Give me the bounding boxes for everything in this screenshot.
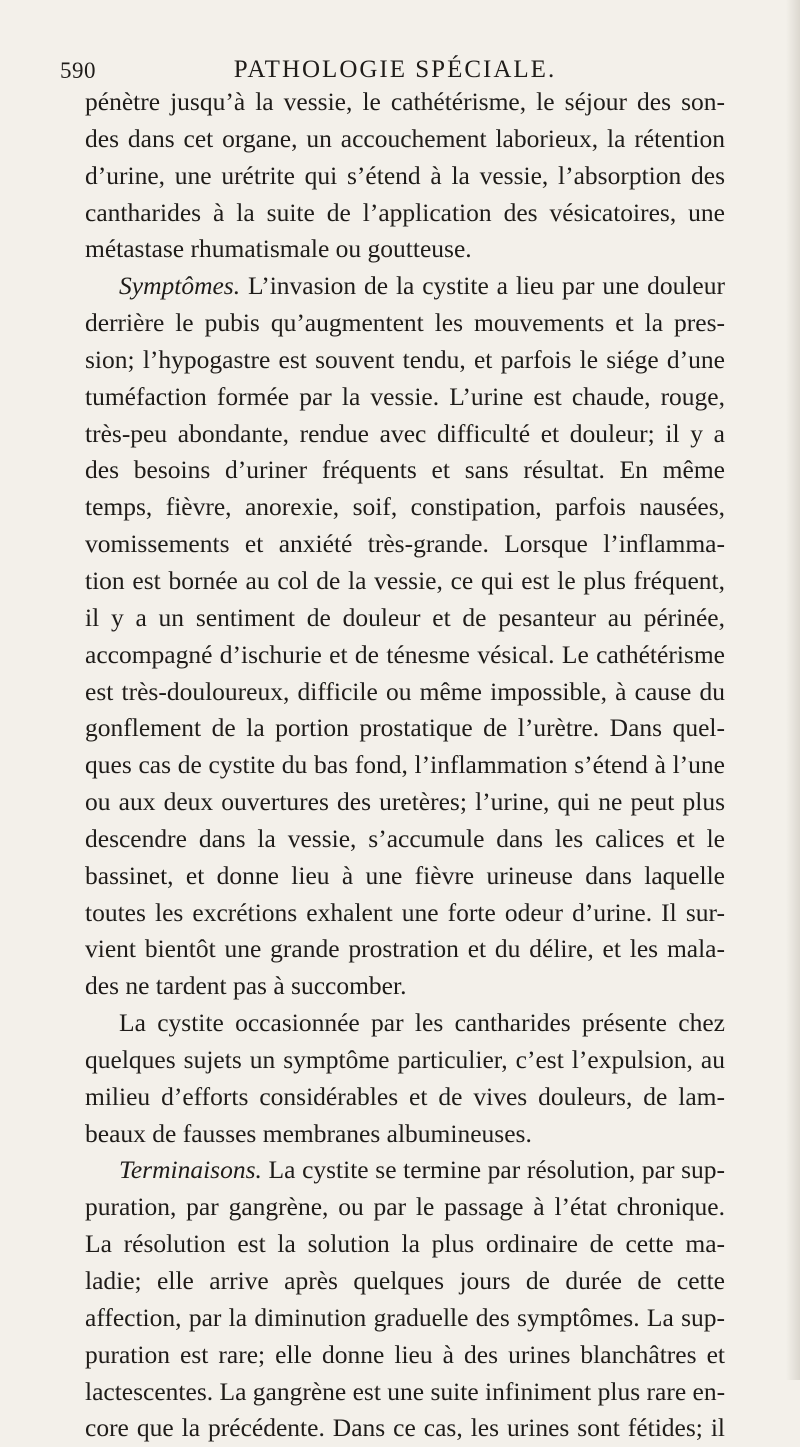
text-line: toutes les excrétions exhalent une forte odeur d’urine. Il sur- xyxy=(85,897,725,927)
text-line: vomissements et anxiété très-grande. Lorsque l’inflamma- xyxy=(85,529,725,559)
page-edge-shadow xyxy=(786,0,800,1380)
text-line: temps, fièvre, anorexie, soif, constipation, parfois nausées, xyxy=(85,492,725,522)
page-number: 590 xyxy=(60,58,96,83)
text-line: descendre dans la vessie, s’accumule dans les calices et le xyxy=(85,823,725,853)
text-line: ladie; elle arrive après quelques jours de durée de cette xyxy=(85,1266,725,1295)
text-line: cantharides à la suite de l’application des vésicatoires, une xyxy=(85,197,725,227)
text-line: accompagné d’ischurie et de ténesme vésical. Le cathétérisme xyxy=(85,639,725,669)
text-line: Symptômes. L’invasion de la cystite a lieu par une douleur xyxy=(119,271,725,301)
text-line: puration est rare; elle donne lieu à des urines blanchâtres et xyxy=(85,1339,725,1369)
text-line: métastase rhumatismale ou goutteuse. xyxy=(85,234,472,264)
text-line: des ne tardent pas à succomber. xyxy=(85,971,407,1001)
text-line: Terminaisons. La cystite se termine par résolution, par sup- xyxy=(119,1155,725,1185)
text-line: puration, par gangrène, ou par le passage à l’état chronique. xyxy=(85,1192,725,1222)
page-header-title: PATHOLOGIE SPÉCIALE. xyxy=(233,56,557,83)
text-line: ou aux deux ouvertures des uretères; l’urine, qui ne peut plus xyxy=(85,787,725,817)
text-line: beaux de fausses membranes albumineuses. xyxy=(85,1118,532,1148)
text-line: gonflement de la portion prostatique de l’urètre. Dans quel- xyxy=(85,713,725,743)
text-line: lactescentes. La gangrène est une suite infiniment plus rare en- xyxy=(85,1376,726,1406)
text-line: sion; l’hypogastre est souvent tendu, et parfois le siége d’une xyxy=(85,344,725,374)
text-line: est très-douloureux, difficile ou même impossible, à cause du xyxy=(85,676,725,706)
text-line: affection, par la diminution graduelle des symptômes. La sup- xyxy=(85,1302,725,1332)
text-line: vient bientôt une grande prostration et du délire, et les mala- xyxy=(85,934,725,964)
text-line: La résolution est la solution la plus ordinaire de cette ma- xyxy=(85,1229,725,1259)
text-line: bassinet, et donne lieu à une fièvre urineuse dans laquelle xyxy=(85,860,725,890)
section-heading-symptomes: Symptômes. xyxy=(119,271,241,301)
text-line: pénètre jusqu’à la vessie, le cathétérisme, le séjour des son- xyxy=(85,87,725,116)
text-line: La cystite occasionnée par les cantharides présente chez xyxy=(119,1008,725,1038)
text-line: tion est bornée au col de la vessie, ce qui est le plus fréquent, xyxy=(85,565,725,595)
text-line: milieu d’efforts considérables et de vives douleurs, de lam- xyxy=(85,1081,725,1111)
section-heading-terminaisons: Terminaisons. xyxy=(119,1155,262,1185)
text-line: quelques sujets un symptôme particulier, c’est l’expulsion, au xyxy=(85,1044,725,1074)
text-line: core que la précédente. Dans ce cas, les urines sont fétides; il xyxy=(85,1413,725,1443)
text-line: d’urine, une urétrite qui s’étend à la vessie, l’absorption des xyxy=(85,160,725,190)
text-body xyxy=(85,84,725,1447)
text-line: ques cas de cystite du bas fond, l’inflammation s’étend à l’une xyxy=(85,750,725,780)
text-line: tuméfaction formée par la vessie. L’urine est chaude, rouge, xyxy=(85,381,725,411)
text-line: des dans cet organe, un accouchement laborieux, la rétention xyxy=(85,123,725,153)
text-line: derrière le pubis qu’augmentent les mouvements et la pres- xyxy=(85,308,725,338)
text-line: des besoins d’uriner fréquents et sans résultat. En même xyxy=(85,455,725,485)
text-line: très-peu abondante, rendue avec difficulté et douleur; il y a xyxy=(85,418,725,448)
running-head xyxy=(60,48,730,88)
text-line: il y a un sentiment de douleur et de pesanteur au périnée, xyxy=(85,602,725,632)
